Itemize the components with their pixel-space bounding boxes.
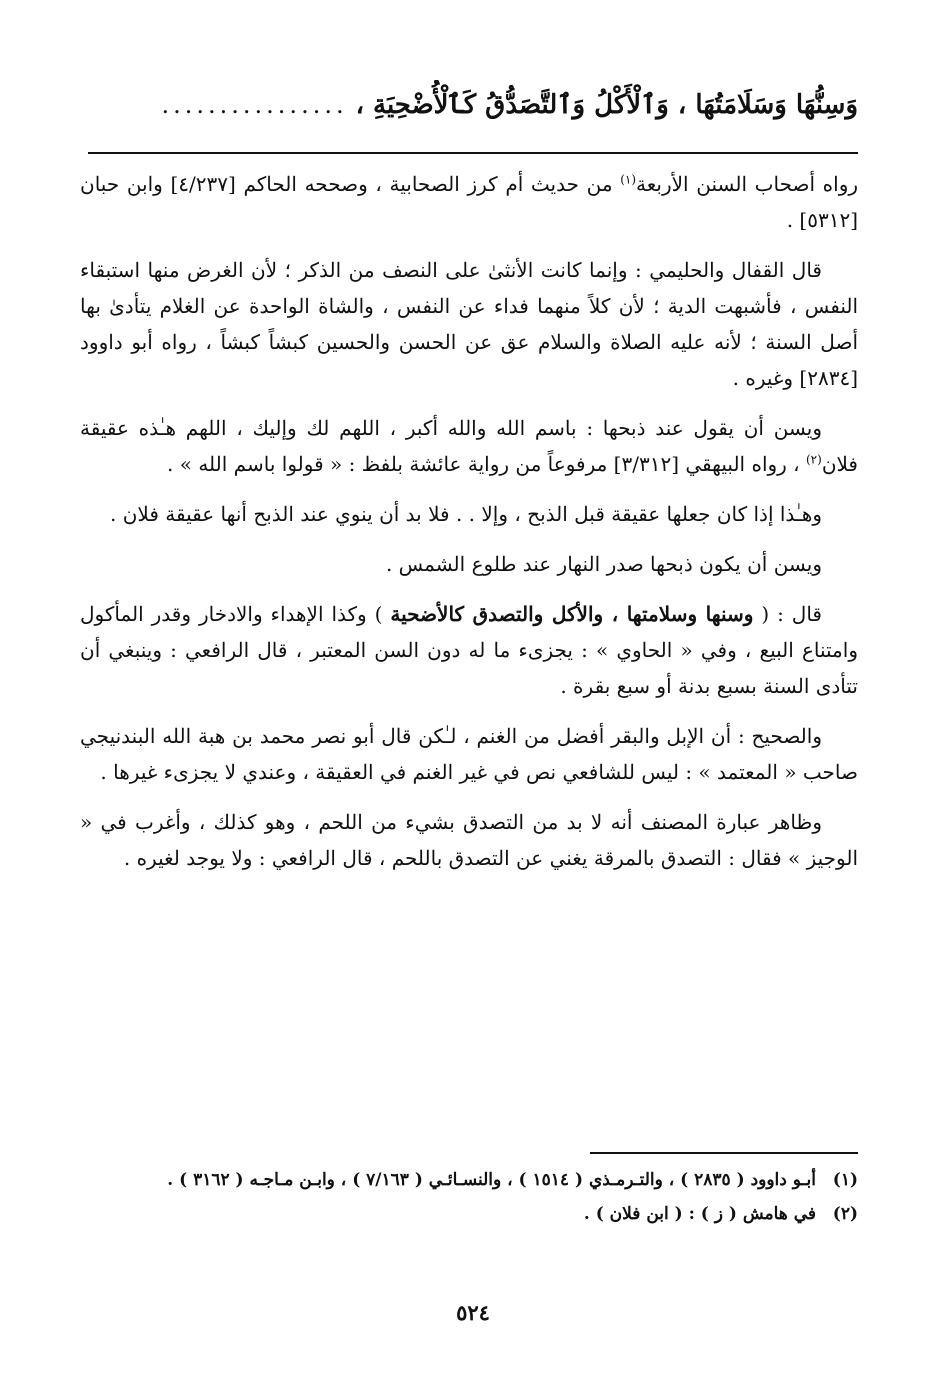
paragraph-7 xyxy=(80,718,858,790)
header-rule xyxy=(88,152,858,154)
page-number: ٥٢٤ xyxy=(456,1300,490,1325)
footnote-ref-1[interactable]: (١) xyxy=(620,172,637,187)
footnote-rule xyxy=(590,1152,858,1154)
footnote-2 xyxy=(80,1200,858,1228)
footnote-ref-2[interactable]: (٢) xyxy=(805,452,822,467)
paragraph-5 xyxy=(80,546,858,582)
paragraph-5-text: ويسن أن يكون ذبحها صدر النهار عند طلوع الشمس . xyxy=(385,552,822,576)
main-text xyxy=(80,166,858,890)
paragraph-6-text-cont: ) وكذا الإهداء والادخار وقدر المأكول وامتناع البيع ، وفي « الحاوي » : يجزىء ما له دون السن المعتبر ، قال الرافعي : وينبغي أن تتأدى السنة بسبع بدنة أو سبع بقرة . xyxy=(80,602,858,698)
paragraph-3-text-cont: ، رواه البيهقي [٣/٣١٢] مرفوعاً من رواية عائشة بلفظ : « قولوا باسم الله » . xyxy=(167,452,806,476)
footnote-2-number: (٢) xyxy=(832,1204,858,1224)
paragraph-7-text: والصحيح : أن الإبل والبقر أفضل من الغنم ، لـٰكن قال أبو نصر محمد بن هبة الله البندنيجي صاحب « المعتمد » : ليس للشافعي نص في غير الغنم في العقيقة ، وعندي لا يجزىء غيرها . xyxy=(80,724,858,784)
header-title: وَسِنُّهَا وَسَلَامَتُهَا ، وَٱلْأَكْلُ وَٱلتَّصَدُّقُ كَٱلْأُضْحِيَةِ ، xyxy=(355,90,858,120)
paragraph-8 xyxy=(80,804,858,876)
paragraph-1-text-cont: من حديث أم كرز الصحابية ، وصححه الحاكم [٤/٢٣٧] وابن حبان [٥٣١٢] . xyxy=(80,172,858,232)
paragraph-8-text: وظاهر عبارة المصنف أنه لا بد من التصدق بشيء من اللحم ، وهو كذلك ، وأغرب في « الوجيز » فقال : التصدق بالمرقة يغني عن التصدق باللحم ، قال الرافعي : ولا يوجد لغيره . xyxy=(80,810,858,870)
footnote-1 xyxy=(80,1166,858,1194)
paragraph-2-text: قال القفال والحليمي : وإنما كانت الأنثىٰ على النصف من الذكر ؛ لأن الغرض منها استبقاء النفس ، فأشبهت الدية ؛ لأن كلاً منهما فداء عن النفس ، والشاة الواحدة عن الغلام يتأدىٰ بها أصل السنة ؛ لأنه عليه الصلاة والسلام عق عن الحسن والحسين كبشاً كبشاً ، رواه أبو داوود [٢٨٣٤] وغيره . xyxy=(80,258,858,390)
header-dots: ................ xyxy=(161,91,348,119)
paragraph-6-text: قال : ( xyxy=(753,602,822,626)
paragraph-3 xyxy=(80,410,858,482)
paragraph-6 xyxy=(80,596,858,704)
matn-quote: وسنها وسلامتها ، والأكل والتصدق كالأضحية xyxy=(390,602,754,626)
paragraph-2 xyxy=(80,252,858,396)
paragraph-4-text: وهـٰذا إذا كان جعلها عقيقة قبل الذبح ، وإلا . . فلا بد أن ينوي عند الذبح أنها عقيقة فلان . xyxy=(109,502,822,526)
paragraph-1-text: رواه أصحاب السنن الأربعة xyxy=(636,172,859,196)
footnote-2-text: في هامش ( ز ) : ( ابن فلان ) . xyxy=(583,1204,816,1224)
footnote-1-text: أبـو داوود ( ٢٨٣٥ ) ، والتـرمـذي ( ١٥١٤ ) ، والنسـائـي ( ٧/١٦٣ ) ، وابـن مـاجـه ( ٣١٦٢ ) . xyxy=(167,1170,816,1190)
footnotes xyxy=(80,1166,858,1234)
paragraph-1 xyxy=(80,166,858,238)
footnote-1-number: (١) xyxy=(832,1170,858,1190)
paragraph-3-text: ويسن أن يقول عند ذبحها : باسم الله والله أكبر ، اللهم لك وإليك ، اللهم هـٰذه عقيقة فلان xyxy=(80,416,858,476)
paragraph-4 xyxy=(80,496,858,532)
running-header xyxy=(80,80,858,130)
